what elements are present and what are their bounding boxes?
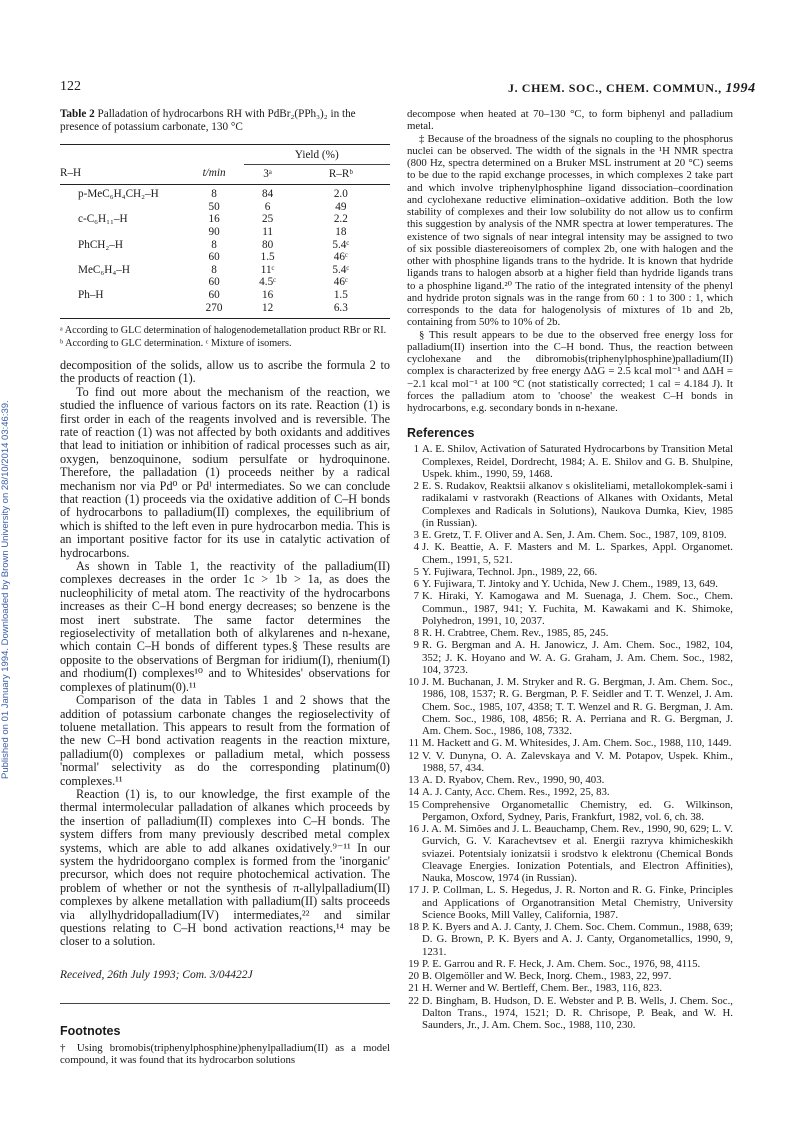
reference-text: Y. Fujiwara, Technol. Jpn., 1989, 22, 66. <box>422 565 598 578</box>
table-cell: 46ᶜ <box>333 251 348 264</box>
table-cell: 50 <box>208 200 220 213</box>
download-watermark: Published on 01 January 1994. Downloaded by Brown University on 28/10/2014 03:46:39. <box>0 400 11 780</box>
reference-text: A. D. Ryabov, Chem. Rev., 1990, 90, 403. <box>422 774 605 786</box>
table-row <box>60 213 390 226</box>
table-cell: PhCH₂–H <box>78 238 123 251</box>
reference-number: 12 <box>408 749 419 762</box>
reference-number: 3 <box>413 529 419 541</box>
reference-item <box>407 443 733 480</box>
reference-text: A. E. Shilov, Activation of Saturated Hydrocarbons by Transition Metal Complexes, Reidel, Dordrecht, 1984; A. E. Shilov and G. B. Shulpine, Uspek. khim., 1990, 59, 1468. <box>422 443 733 480</box>
table-row <box>60 251 390 264</box>
reference-text: Comprehensive Organometallic Chemistry, ed. G. Wilkinson, Pergamon, Oxford, Sydney, Paris, Frankfurt, 1982, vol. 6, ch. 38. <box>422 798 733 823</box>
reference-text: B. Olgemöller and W. Beck, Inorg. Chem., 1983, 22, 997. <box>422 970 672 982</box>
reference-text: R. G. Bergman and A. H. Janowicz, J. Am. Chem. Soc., 1982, 104, 352; J. K. Hoyano and W. A. G. Graham, J. Am. Chem. Soc., 1982, 104, 3723. <box>422 639 733 676</box>
table-cell: 8 <box>211 188 217 201</box>
paragraph: As shown in Table 1, the reactivity of the palladium(II) complexes decreases in the order 1c > 1b > 1a, as does the nucleophilicity of metal atom. The reactivity of the hydrocarbons increases as their C–H bond energy decreases; so benzene is the most inert substrate. The same factor determines the regioselectivity of metallation both of alkylarenes and n-hexane, which contain C–H bonds of different types.§ These results are opposite to the observations of Bergman for iridium(I), rhenium(I) and rhodium(I) complexes¹⁰ and to Whitesides' observations for complexes of platinum(0).¹¹ <box>60 559 390 694</box>
reference-text: A. J. Canty, Acc. Chem. Res., 1992, 25, 83. <box>422 786 610 799</box>
col-rr-header: R–Rᵇ <box>292 164 390 185</box>
table-caption <box>60 108 390 134</box>
table-cell: 49 <box>335 200 347 213</box>
journal-name: J. CHEM. SOC., CHEM. COMMUN., <box>508 81 722 95</box>
footnotes-heading: Footnotes <box>60 1023 121 1038</box>
reference-number: 9 <box>413 639 419 652</box>
table-cell: 11 <box>262 225 273 238</box>
reference-number: 20 <box>408 970 419 982</box>
reference-number: 17 <box>408 884 419 897</box>
reference-item <box>407 578 733 590</box>
table-cell: 11ᶜ <box>260 263 275 276</box>
reference-item <box>407 750 733 775</box>
reference-number: 19 <box>408 957 419 970</box>
table-cell: Ph–H <box>78 288 104 301</box>
reference-text: E. S. Rudakov, Reaktsii alkanov s okisliteliami, metallokomplek-sami i radikalami v rastvorakh (Reactions of Alkanes with Oxidants, Metal Complexes and Radicals in Solutions), Naukova Dumka, Kiev, 1985 (in Russian). <box>422 480 733 529</box>
table-row <box>60 226 390 239</box>
yield-header: Yield (%) <box>244 149 390 164</box>
table-cell: 8 <box>211 263 217 276</box>
table-cell: 1.5 <box>333 288 348 301</box>
col-3-header: 3ᵃ <box>244 164 292 185</box>
reference-item <box>407 799 733 824</box>
table-cell: 16 <box>208 213 220 226</box>
reference-text: J. K. Beattie, A. F. Masters and M. L. Sparkes, Appl. Organomet. Chem., 1991, 5, 521. <box>422 541 733 566</box>
paragraph: § This result appears to be due to the observed free energy loss for palladium(II) insertion into the C–H bond. Thus, the reaction between cyclohexane and the dibromobis(triphenylphosphine)palladium(II) complex is characterized by free energy ΔΔG = 2.5 kcal mol⁻¹ and ΔΔH = −2.1 kcal mol⁻¹ at 100 °C (not statistically corrected; 1 cal = 4.184 J). It forces the palladium atom to 'choose' the weakest C–H bonds in hydrocarbons, e.g. secondary bonds in n-hexane. <box>407 328 733 414</box>
table-cell: 8 <box>211 238 217 251</box>
right-column <box>407 108 733 1031</box>
reference-number: 2 <box>413 480 419 492</box>
reference-number: 13 <box>408 774 419 786</box>
reference-text: D. Bingham, B. Hudson, D. E. Webster and P. B. Wells, J. Chem. Soc., Dalton Trans., 1974, 1521; D. R. Chrisope, P. Beak, and W. H. Saunders, Jr., J. Am. Chem. Soc., 1988, 110, 230. <box>422 994 733 1031</box>
table-cell: 25 <box>262 213 274 226</box>
paragraph: decomposition of the solids, allow us to ascribe the formula 2 to the products of reaction (1). <box>60 357 390 386</box>
paragraph: Comparison of the data in Tables 1 and 2 shows that the addition of potassium carbonate changes the regioselectivity of toluene metallation. This appears to result from the formation of the new C–H bond activation reagents in the reaction mixture, palladium(0) complexes or palladium metal, which possess 'normal' selectivity as do the corresponding platinum(0) complexes.¹¹ <box>60 693 390 788</box>
reference-item <box>407 541 733 566</box>
reference-item <box>407 590 733 627</box>
table-cell: 5.4ᶜ <box>332 263 350 276</box>
table-row <box>60 302 390 319</box>
table-cell: 60 <box>208 276 220 289</box>
footnote-dagger: † Using bromobis(triphenylphosphine)phenylpalladium(II) as a model compound, it was found that its hydrocarbon solutions <box>60 1041 390 1067</box>
table-cell: 270 <box>185 302 244 319</box>
table-cell <box>60 251 185 264</box>
paragraph: ‡ Because of the broadness of the signals no coupling to the phosphorus nuclei can be observed. The width of the signals in the ¹H NMR spectra (800 Hz, spectra determined on a Bruker MSL instrument at 20 °C) seems to be due to the rapid exchange processes, in which complexes 2 take part and which involve triphenylphosphine ligand dissociation–coordination and cyclohexane reductive elimination–oxidative addition. Both the low stability of complexes and their low solubility do not allow us to confirm this suggestion by analysis of the NMR spectra at lower temperatures. The existence of two signals of near integral intensity may be assigned to two of six possible diastereoisomers of complex 2b, one with halogen and the other with phosphine ligands trans to the hydride. It is known that hydride ligands trans to halogen absorb at a higher field than hydride ligands trans to a phosphine ligand.²⁰ The ratio of the integrated intensity of the phenyl and hydride proton signals was in the range from 60 : 1 to 300 : 1, which corresponds to the data for halogenolysis of mixtures of 1b and 2b, containing from 50% to 10% of 2b. <box>407 132 733 329</box>
reference-number: 1 <box>413 443 419 456</box>
table-cell: 16 <box>262 288 274 301</box>
reference-item <box>407 774 733 786</box>
reference-text: J. A. M. Simões and J. L. Beauchamp, Chem. Rev., 1990, 90, 629; L. V. Gurvich, G. V. Karachevtsev et al. Energii razryva khimicheskikh sviazei. Potentsialy ionizatsii i srodstvo k elektronu (Chemical Bonds Cleavage Energies. Ionization Potentials, and Electron Affinities), Nauka, Moscow, 1974 (in Russian). <box>422 823 733 884</box>
reference-text: R. H. Crabtree, Chem. Rev., 1985, 85, 245. <box>422 627 609 639</box>
reference-number: 7 <box>413 590 419 603</box>
reference-text: E. Gretz, T. F. Oliver and A. Sen, J. Am. Chem. Soc., 1987, 109, 8109. <box>422 529 727 541</box>
table-row <box>60 239 390 252</box>
table-cell: 60 <box>208 251 220 264</box>
journal-header <box>508 81 756 97</box>
table-cell: 2.0 <box>333 188 348 201</box>
table-body <box>60 185 390 319</box>
table-cell: 1.5 <box>260 251 275 264</box>
reference-item <box>407 995 733 1032</box>
reference-item <box>407 566 733 578</box>
footnote-continued <box>407 108 733 414</box>
body-text <box>60 359 390 949</box>
col-rh-header: R–H <box>60 164 185 185</box>
table-label: Table 2 <box>60 108 95 120</box>
table-row <box>60 276 390 289</box>
col-t-header: t/min <box>185 164 244 185</box>
reference-number: 15 <box>408 798 419 811</box>
table-cell: 18 <box>335 225 347 238</box>
reference-number: 10 <box>408 676 419 688</box>
reference-item <box>407 884 733 921</box>
table-cell <box>60 226 185 239</box>
reference-item <box>407 786 733 798</box>
table-cell: 6 <box>264 200 271 213</box>
reference-item <box>407 921 733 958</box>
reference-item <box>407 676 733 737</box>
reference-item <box>407 958 733 970</box>
table-cell: MeC₆H₄–H <box>78 263 130 276</box>
reference-item <box>407 627 733 639</box>
reference-number: 14 <box>408 786 419 799</box>
table-row <box>60 264 390 277</box>
table-cell: 90 <box>208 225 220 238</box>
page-number: 122 <box>60 79 81 94</box>
reference-number: 22 <box>408 994 419 1007</box>
reference-text: M. Hackett and G. M. Whitesides, J. Am. Chem. Soc., 1988, 110, 1449. <box>422 737 732 750</box>
table-cell: 12 <box>244 302 292 319</box>
references-heading: References <box>407 426 475 441</box>
reference-number: 21 <box>408 982 419 995</box>
table-cell: 6.3 <box>292 302 390 319</box>
reference-number: 5 <box>413 565 419 578</box>
paragraph: decompose when heated at 70–130 °C, to form biphenyl and palladium metal. <box>407 108 733 133</box>
reference-text: H. Werner and W. Bertleff, Chem. Ber., 1983, 116, 823. <box>422 982 663 995</box>
reference-number: 11 <box>408 737 419 750</box>
reference-number: 4 <box>413 541 419 554</box>
journal-year: 1994 <box>725 81 756 96</box>
table-cell: 46ᶜ <box>333 276 348 289</box>
paragraph: To find out more about the mechanism of the reaction, we studied the influence of various factors on its rate. Reaction (1) is first order in each of the reagents involved and is reversible. The rate of reaction (1) was not affected by both oxidants and additives that lead to initiation or inhibition of radical processes such as air, oxygen, benzoquinone, sodium persulfate or hydroquinone. Therefore, the palladation (1) proceeds neither by a radical mechanism nor via Pd⁰ or Pdᴵ intermediates. So we can conclude that reaction (1) proceeds via the oxidative addition of C–H bonds of hydrocarbons to palladium(II) complexes, the equilibrium of which is shifted to the left even in pure hydrocarbon media. This is an important positive factor for its use in catalytic activation of hydrocarbons. <box>60 384 390 560</box>
reference-list <box>407 443 733 1031</box>
table-cell <box>60 276 185 289</box>
table-cell: 84 <box>262 188 274 201</box>
reference-text: J. M. Buchanan, J. M. Stryker and R. G. Bergman, J. Am. Chem. Soc., 1986, 108, 1537; R. G. Bergman, P. F. Seidler and T. T. Wenzel, J. Am. Chem. Soc., 1985, 107, 4358; T. T. Wenzel and R. G. Bergman, J. Am. Chem. Soc., 1986, 108, 4856; R. A. Perriana and R. G. Bergman, J. Am. Chem. Soc., 1986, 108, 7332. <box>422 676 733 737</box>
reference-text: V. V. Dunyna, O. A. Zalevskaya and V. M. Potapov, Uspek. Khim., 1988, 57, 434. <box>422 749 733 774</box>
reference-number: 6 <box>413 578 419 590</box>
table-row <box>60 289 390 302</box>
table-footnote: ᵃ According to GLC determination of halogenodemetallation product RBr or RI. ᵇ According to GLC determination. ᶜ Mixture of isomers. <box>60 325 387 349</box>
reference-item <box>407 480 733 529</box>
table-cell <box>60 201 185 214</box>
reference-item <box>407 970 733 982</box>
table-cell: 4.5ᶜ <box>259 276 277 289</box>
table-row <box>60 201 390 214</box>
reference-text: K. Hiraki, Y. Kamogawa and M. Suenaga, J. Chem. Soc., Chem. Commun., 1987, 941; Y. Fuchita, M. Kawakami and K. Shimoke, Polyhedron, 1991, 10, 2037. <box>422 590 733 627</box>
table-cell: 5.4ᶜ <box>332 238 350 251</box>
divider <box>60 1003 390 1004</box>
table-caption-text: Palladation of hydrocarbons RH with PdBr₂(PPh₃)₂ in the presence of potassium carbonate, 130 °C <box>60 108 356 133</box>
data-table <box>60 144 390 319</box>
table-cell: 2.2 <box>333 213 348 226</box>
reference-number: 16 <box>408 823 419 835</box>
table-cell: 80 <box>262 238 274 251</box>
reference-item <box>407 982 733 994</box>
reference-item <box>407 639 733 676</box>
table-cell: p-MeC₆H₄CH₂–H <box>78 188 159 201</box>
left-column <box>60 108 390 1067</box>
reference-item <box>407 529 733 541</box>
reference-item <box>407 737 733 749</box>
reference-number: 18 <box>408 921 419 933</box>
table-cell: c-C₆H₁₁–H <box>78 213 128 226</box>
reference-item <box>407 823 733 884</box>
reference-text: Y. Fujiwara, T. Jintoky and Y. Uchida, New J. Chem., 1989, 13, 649. <box>422 578 718 590</box>
reference-text: P. K. Byers and A. J. Canty, J. Chem. Soc. Chem. Commun., 1988, 639; D. G. Brown, P. K. Byers and A. J. Canty, Organometallics, 1990, 9, 1231. <box>422 921 733 958</box>
table-row <box>60 185 390 201</box>
reference-number: 8 <box>413 627 419 639</box>
received-line: Received, 26th July 1993; Com. 3/04422J <box>60 968 253 981</box>
reference-text: P. E. Garrou and R. F. Heck, J. Am. Chem. Soc., 1976, 98, 4115. <box>422 957 701 970</box>
reference-text: J. P. Collman, L. S. Hegedus, J. R. Norton and R. G. Finke, Principles and Applications of Organotransition Metal Chemistry, University Science Books, Mill Valley, California, 1987. <box>422 884 733 921</box>
table-cell <box>60 302 185 319</box>
paragraph: Reaction (1) is, to our knowledge, the first example of the thermal intermolecular palladation of alkanes which proceeds by the insertion of palladium(II) complexes into C–H bonds. The system differs from many previously described metal complex systems, which are able to add alkanes oxidatively.⁹⁻¹¹ In our system the hydridoorgano complex is formed from the 'inorganic' precursor, which does not require photochemical activation. The problem of whether or not the synthesis of π-allylpalladium(II) complexes by alkene metallation with palladium(II) salts proceeds via allylhydridopalladium(IV) intermediates,²² and similar questions relating to C–H bond activation reactions,¹⁴ may be closer to a solution. <box>60 786 390 949</box>
table-cell: 60 <box>208 288 220 301</box>
